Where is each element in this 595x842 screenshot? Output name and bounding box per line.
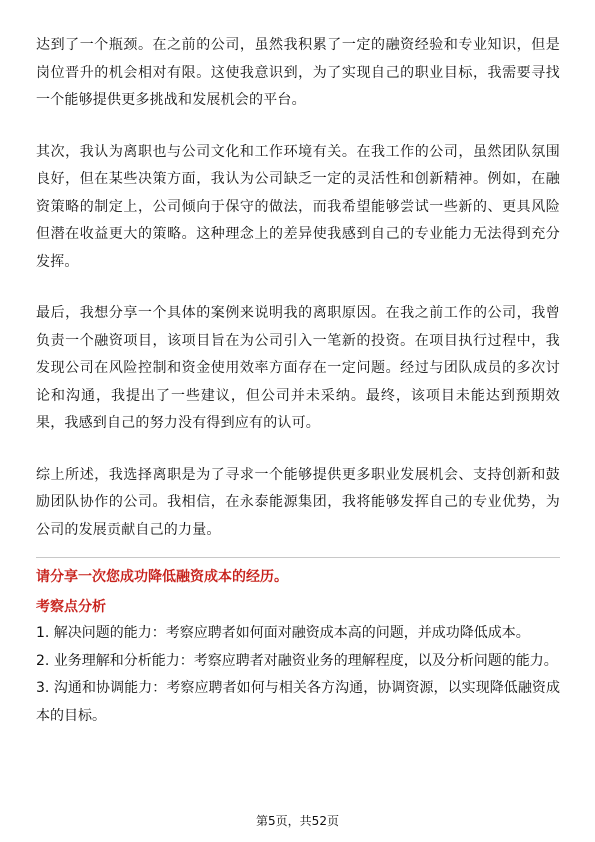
analysis-heading: 考察点分析: [36, 599, 106, 615]
document-body: [36, 32, 560, 730]
analysis-point: 2. 业务理解和分析能力：考察应聘者对融资业务的理解程度，以及分析问题的能力。: [36, 652, 558, 669]
paragraph-career-bottleneck: 达到了一个瓶颈。在之前的公司，虽然我积累了一定的融资经验和专业知识，但是岗位晋升的机会相对有限。这使我意识到，为了实现自己的职业目标，我需要寻找一个能够提供更多挑战和发展机会的平台。: [36, 37, 560, 108]
page-number-footer: 第5页，共52页: [256, 814, 339, 828]
analysis-point: 3. 沟通和协调能力：考察应聘者如何与相关各方沟通，协调资源，以实现降低融资成本的目标。: [36, 680, 560, 724]
section-divider: [36, 557, 560, 558]
paragraph-company-culture: 其次，我认为离职也与公司文化和工作环境有关。在我工作的公司，虽然团队氛围良好，但在某些决策方面，我认为公司缺乏一定的灵活性和创新精神。例如，在融资策略的制定上，公司倾向于保守的做法，而我希望能够尝试一些新的、更具风险但潜在收益更大的策略。这种理念上的差异使我感到自己的专业能力无法得到充分发挥。: [36, 143, 560, 270]
paragraph-case-example: 最后，我想分享一个具体的案例来说明我的离职原因。在我之前工作的公司，我曾负责一个融资项目，该项目旨在为公司引入一笔新的投资。在项目执行过程中，我发现公司在风险控制和资金使用效率方面存在一定问题。经过与团队成员的多次讨论和沟通，我提出了一些建议，但公司并未采纳。最终，该项目未能达到预期效果，我感到自己的努力没有得到应有的认可。: [36, 305, 560, 431]
interview-question: 请分享一次您成功降低融资成本的经历。: [36, 569, 288, 585]
analysis-point: 1. 解决问题的能力：考察应聘者如何面对融资成本高的问题，并成功降低成本。: [36, 625, 530, 641]
paragraph-conclusion: 综上所述，我选择离职是为了寻求一个能够提供更多职业发展机会、支持创新和鼓励团队协作的公司。我相信，在永泰能源集团，我将能够发挥自己的专业优势，为公司的发展贡献自己的力量。: [36, 466, 560, 538]
